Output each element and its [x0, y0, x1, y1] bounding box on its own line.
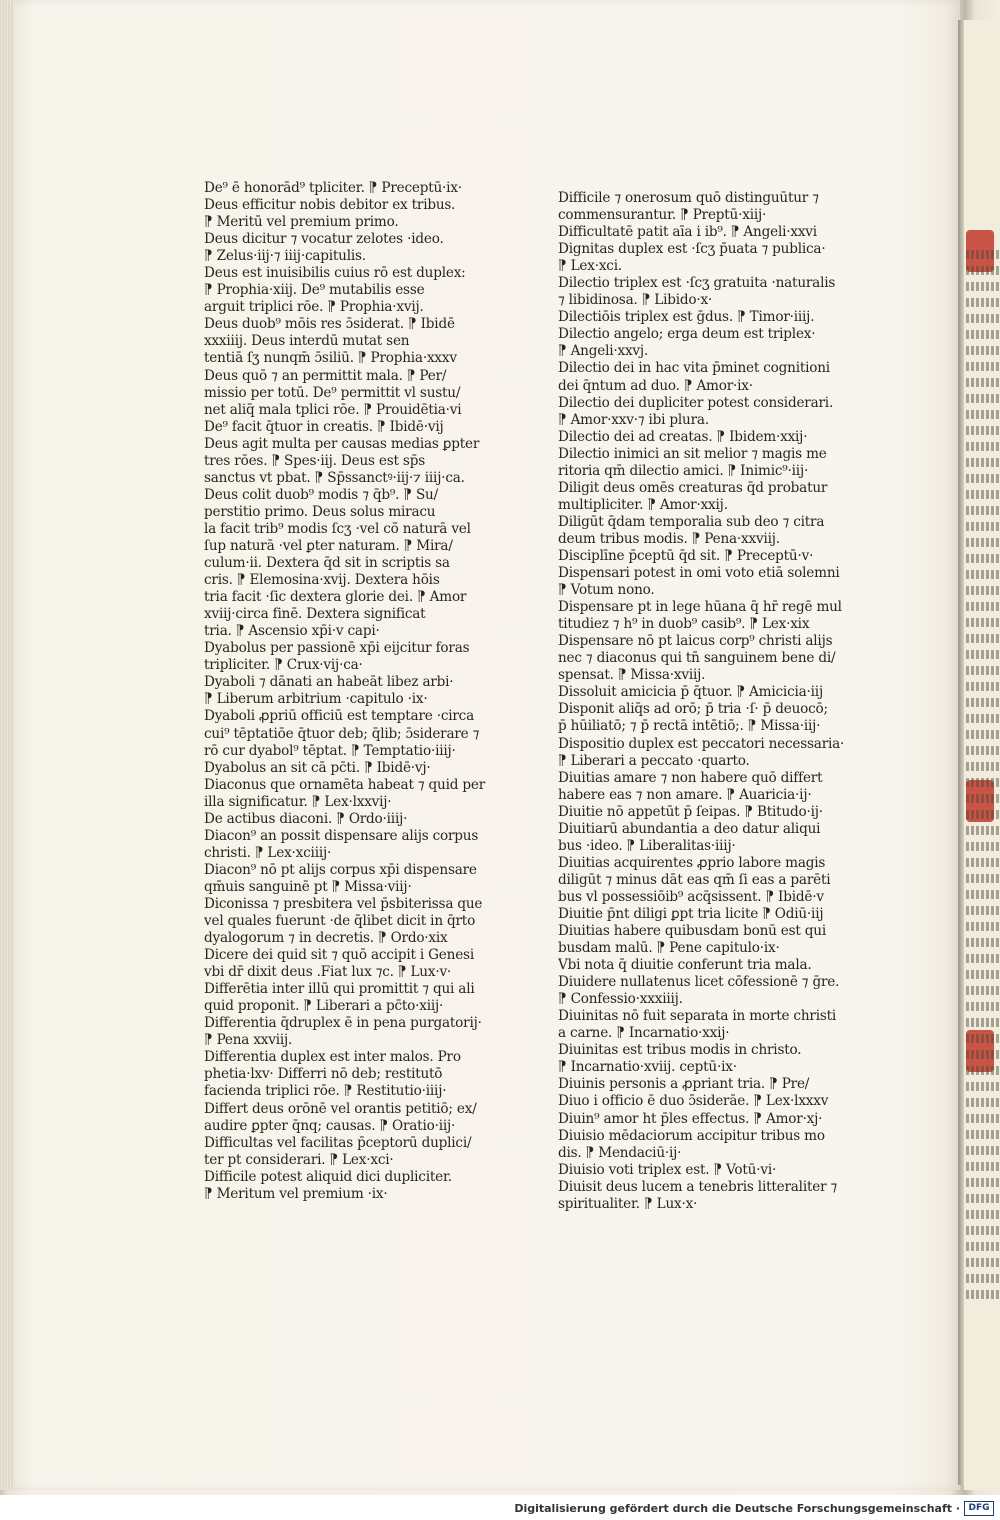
text-line: ⁋ Confessio·xxxiiij.: [558, 991, 683, 1008]
text-line: De actibus diaconi. ⁋ Ordo·iiij·: [204, 810, 408, 827]
text-line: spensat. ⁋ Missa·xviij.: [558, 667, 706, 684]
text-line: p̄ hūiliatō; ⁊ p̄ rectā intētiō;. ⁋ Missa·iij·: [558, 718, 821, 735]
adjacent-page-line: [966, 1114, 1000, 1123]
text-line: Deus est inuisibilis cuius rō est duplex:: [204, 265, 466, 282]
text-line: Differētia inter illū qui promittit ⁊ qui ali: [204, 981, 475, 998]
text-line: ritoria qm̄ dilectio amici. ⁋ Inimic⁹·iij·: [558, 462, 809, 479]
text-line: Dilectio inimici an sit melior ⁊ magis me: [558, 445, 827, 462]
adjacent-page-line: [966, 1274, 1000, 1283]
adjacent-page-line: [966, 346, 1000, 355]
text-line: ⁋ Zelus·iij·⁊ iiij·capitulis.: [204, 248, 366, 265]
text-line: bus vl̄ possessiōib⁹ acq̄sissent. ⁋ Ibidē·v: [558, 888, 824, 905]
text-line: Diacon⁹ nō pt̄ alijs corpus xp̄i dispensare: [204, 861, 477, 878]
text-line: Dilectio triplex est ·ſcʒ gratuita ·naturalis: [558, 275, 836, 292]
text-line: titudiez ⁊ h⁹ in duob⁹ casib⁹. ⁋ Lex·xix: [558, 616, 810, 633]
text-line: phetia·lxv· Differri nō deb; restitutō: [204, 1066, 443, 1083]
adjacent-page-line: [966, 714, 1000, 723]
text-line: Dispensari potest in omi voto etiā solemni: [558, 565, 840, 582]
text-line: Diuitias amare ⁊ non habere quō differt: [558, 769, 823, 786]
adjacent-page-line: [966, 330, 1000, 339]
text-line: cris. ⁋ Elemosina·xvij. Dextera hōis: [204, 572, 440, 589]
text-line: Diuitie nō appetūt̄ p̄ ſeipas. ⁋ Btitudo·ij·: [558, 803, 823, 820]
text-line: dis. ⁋ Mendaciū·ij·: [558, 1144, 682, 1161]
adjacent-page-line: [966, 394, 1000, 403]
adjacent-page-line: [966, 730, 1000, 739]
text-line: Diuitie p̄nt diligi ꝑpt tria licite ⁋ Odiū·iij: [558, 905, 824, 922]
text-line: Deus efficitur nobis debitor ex tribus.: [204, 197, 456, 214]
adjacent-page-line: [966, 362, 1000, 371]
text-line: Dilectio dei in hac vita p̄minet cognitioni: [558, 360, 830, 377]
right-text-column: [558, 190, 870, 1213]
adjacent-page-line: [966, 922, 1000, 931]
text-line: Deus dicitur ⁊ vocatur zelotes ·ideo.: [204, 231, 444, 248]
text-line: Diuinitas est tribus modis in christo.: [558, 1042, 802, 1059]
text-line: Deus duob⁹ mōis res ɔ̄siderat. ⁋ Ibidē: [204, 316, 455, 333]
adjacent-page-line: [966, 810, 1000, 819]
adjacent-page-line: [966, 954, 1000, 963]
adjacent-page-line: [966, 986, 1000, 995]
adjacent-page-line: [966, 1018, 1000, 1027]
text-line: Dyabolus per passionē xp̄i eijcitur foras: [204, 640, 470, 657]
adjacent-page-line: [966, 682, 1000, 691]
adjacent-page-line: [966, 1194, 1000, 1203]
adjacent-page-line: [966, 906, 1000, 915]
adjacent-page-line: [966, 1130, 1000, 1139]
dfg-logo: DFG: [964, 1501, 994, 1516]
page-edges: [0, 0, 14, 1490]
text-line: busdam malū. ⁋ Pene capitulo·ix·: [558, 940, 780, 957]
text-line: ⁋ Votum nono.: [558, 582, 655, 599]
text-line: Dyaboli ⁊ dānati an habeāt libez arbi·: [204, 674, 454, 691]
adjacent-page-line: [966, 474, 1000, 483]
text-line: ⁋ Meritū vel premium primo.: [204, 214, 399, 231]
text-line: dei q̄ntum ad duo. ⁋ Amor·ix·: [558, 377, 753, 394]
text-line: missio per totū. De⁹ permittit vl̄ sustu/: [204, 384, 461, 401]
text-line: Difficile potest aliquid dici dupliciter.: [204, 1168, 452, 1185]
text-line: Diuo i officio ē duo ɔ̄siderāe. ⁋ Lex·lxxxv: [558, 1093, 829, 1110]
adjacent-page-line: [966, 650, 1000, 659]
adjacent-page-line: [966, 1146, 1000, 1155]
text-line: qm̄uis sanguinē pt̄ ⁋ Missa·viij·: [204, 878, 412, 895]
text-line: tria facit ·ſic dextera glorie dei. ⁋ Amor: [204, 589, 467, 606]
text-line: De⁹ ē honorād⁹ t̄pliciter. ⁋ Preceptū·ix·: [204, 180, 462, 196]
text-line: habere eas ⁊ non amare. ⁋ Auaricia·ij·: [558, 786, 812, 803]
text-line: Diuitias acquirentes ꝓprio labore magis: [558, 854, 826, 871]
adjacent-page-line: [966, 426, 1000, 435]
text-line: Dignitas duplex est ·ſcʒ p̄uata ⁊ publica·: [558, 241, 826, 258]
text-line: ⁋ Incarnatio·xviij. ceptū·ix·: [558, 1059, 737, 1076]
text-line: Dissoluit amicicia p̄ q̄tuor. ⁋ Amicicia·iij: [558, 684, 823, 701]
text-line: Deus colit̄ duob⁹ modis ⁊ q̄b⁹. ⁋ Su/: [204, 486, 438, 503]
adjacent-page-line: [966, 1002, 1000, 1011]
text-line: Dilectiōis triplex est ḡdus. ⁋ Timor·iiij.: [558, 309, 815, 326]
adjacent-page-line: [966, 874, 1000, 883]
adjacent-page-line: [966, 826, 1000, 835]
text-line: culum·ii. Dextera q̄d sit in scriptis sa: [204, 555, 450, 572]
left-text-column: [204, 180, 500, 1203]
text-line: ⁊ libidinosa. ⁋ Libido·x·: [558, 292, 713, 309]
adjacent-page-line: [966, 378, 1000, 387]
adjacent-page-line: [966, 314, 1000, 323]
adjacent-page-line: [966, 602, 1000, 611]
adjacent-page-line: [966, 890, 1000, 899]
text-line: Diuitiarū abundantia a deo datur aliqui: [558, 820, 821, 837]
footer-bar: [0, 1495, 1000, 1520]
text-line: quid proponit. ⁋ Liberari a pc̄to·xiij·: [204, 998, 444, 1015]
text-line: De⁹ facit q̄tuor in creatis. ⁋ Ibidē·vij: [204, 418, 444, 435]
text-line: Difficultatē patit̄ aīa i ib⁹. ⁋ Angeli·xxvi: [558, 224, 817, 241]
adjacent-page-line: [966, 538, 1000, 547]
text-line: Diconissa ⁊ presbitera vel p̄sbiterissa que: [204, 895, 483, 912]
adjacent-page-line: [966, 554, 1000, 563]
adjacent-page-line: [966, 410, 1000, 419]
text-line: sanctus vt pbat̄. ⁋ Sp̄ssanctꝰ·iij·⁊ iiij·ca.: [204, 469, 465, 486]
text-line: Dilectio dei dupliciter potest considerari.: [558, 394, 834, 411]
text-line: ⁋ Prophia·xiij. De⁹ mutabilis esse: [204, 282, 425, 299]
text-line: Differentia duplex est inter malos. Pro: [204, 1049, 461, 1066]
adjacent-page-line: [966, 1290, 1000, 1299]
adjacent-page-line: [966, 506, 1000, 515]
text-line: ⁋ Angeli·xxvj.: [558, 343, 649, 360]
text-line: Diuisit deus lucem a tenebris litteraliter ⁊: [558, 1178, 838, 1195]
text-line: a carne. ⁋ Incarnatio·xxij·: [558, 1025, 730, 1042]
text-line: Diuinis personis a ꝓpriant̄ tria. ⁋ Pre/: [558, 1076, 810, 1093]
text-line: Difficile ⁊ onerosum quō distinguūtur ⁊: [558, 190, 819, 206]
adjacent-page-line: [966, 666, 1000, 675]
adjacent-page-line: [966, 1066, 1000, 1075]
adjacent-page-line: [966, 794, 1000, 803]
text-line: net aliq̄ mala t̄plici rōe. ⁋ Prouidētia·vi: [204, 401, 462, 418]
adjacent-page-line: [966, 490, 1000, 499]
adjacent-page-line: [966, 1242, 1000, 1251]
text-line: Difficultas vel facilitas p̄ceptorū duplici/: [204, 1134, 472, 1151]
text-line: ter pt̄ considerari. ⁋ Lex·xci·: [204, 1151, 394, 1168]
text-line: Diuidere nullatenus licet cōfessionē ⁊ ḡre.: [558, 974, 840, 991]
adjacent-page-line: [966, 762, 1000, 771]
adjacent-page-line: [966, 842, 1000, 851]
adjacent-page-line: [966, 1258, 1000, 1267]
adjacent-page-line: [966, 698, 1000, 707]
text-line: dyalogorum ⁊ in decretis. ⁋ Ordo·xix: [204, 930, 448, 947]
adjacent-page-line: [966, 1034, 1000, 1043]
text-line: Diuinitas nō fuit separata in morte christi: [558, 1008, 837, 1025]
text-line: nec ⁊ diaconus qui tn̄ sanguinem bene di/: [558, 650, 836, 667]
text-line: Differt deus orōnē vel orantis petitiō; ex/: [204, 1100, 477, 1117]
text-line: vbi dr̄ dixit deus .Fiat lux ⁊c. ⁋ Lux·v·: [204, 964, 452, 981]
text-line: Dispensare pt̄ in lege hūana q̄ hr̄ regē mul: [558, 599, 842, 616]
adjacent-page-line: [966, 1210, 1000, 1219]
text-line: Diuitias habere quibusdam bonū est qui: [558, 923, 827, 940]
text-line: Deus agit multa per causas medias ꝑpter: [204, 435, 480, 452]
text-line: Diacon⁹ an possit dispensare alijs corpus: [204, 827, 479, 844]
text-line: ⁋ Liberum arbitrium ·capitulo ·ix·: [204, 691, 428, 708]
adjacent-page-line: [966, 266, 1000, 275]
adjacent-page-line: [966, 1226, 1000, 1235]
text-line: multipliciter. ⁋ Amor·xxij.: [558, 496, 728, 513]
text-line: Deus quō ⁊ an permittit mala. ⁋ Per/: [204, 367, 447, 384]
text-line: Dispositio duplex est peccatori necessaria·: [558, 735, 845, 752]
text-line: Dilectio angelo; erga deum est triplex·: [558, 326, 816, 343]
text-line: perstitio primo. Deus solus miracu: [204, 503, 436, 520]
footer-credit: Digitalisierung gefördert durch die Deutsche Forschungsgemeinschaft ·: [514, 1502, 960, 1515]
text-line: Vbi nota q̄ diuitie conferunt tria mala.: [558, 957, 812, 974]
text-line: christi. ⁋ Lex·xciiij·: [204, 844, 332, 861]
text-line: spiritualiter. ⁋ Lux·x·: [558, 1195, 698, 1212]
text-line: bus ·ideo. ⁋ Liberalitas·iiij·: [558, 837, 736, 854]
adjacent-page-line: [966, 970, 1000, 979]
text-line: diligūt ⁊ minus dāt eas qm̄ ſi eas a parēti: [558, 871, 831, 888]
adjacent-page-line: [966, 298, 1000, 307]
text-line: tripliciter. ⁋ Crux·vij·ca·: [204, 657, 363, 674]
text-line: facienda triplici rōe. ⁋ Restitutio·iiij·: [204, 1083, 447, 1100]
text-line: xxxiiij. Deus interdū mutat sen: [204, 333, 410, 350]
text-line: Diuisio voti triplex est. ⁋ Votū·vi·: [558, 1161, 777, 1178]
adjacent-page-line: [966, 1178, 1000, 1187]
text-line: tentiā ſʒ nunqm̄ ɔ̄siliū. ⁋ Prophia·xxxv: [204, 350, 457, 367]
text-line: illa significatur. ⁋ Lex·lxxvij·: [204, 793, 392, 810]
text-line: ⁋ Amor·xxv·⁊ ibi plura.: [558, 411, 709, 428]
adjacent-page-line: [966, 858, 1000, 867]
adjacent-page-line: [966, 586, 1000, 595]
adjacent-page-line: [966, 250, 1000, 259]
text-line: Dilectio dei ad creatas. ⁋ Ibidem·xxij·: [558, 428, 808, 445]
text-line: commensurantur. ⁋ Preptū·xiij·: [558, 207, 767, 224]
adjacent-page-line: [966, 778, 1000, 787]
text-line: deum tribus modis. ⁋ Pena·xxviij.: [558, 530, 780, 547]
text-line: Dyaboli ꝓpriū officiū est temptare ·circa: [204, 708, 475, 725]
text-line: Disponit̄ aliq̄s ad orō; p̄ tria ·ſ· p̄ deuocō;: [558, 701, 828, 718]
text-line: Disciplīne p̄ceptū q̄d sit. ⁋ Preceptū·v·: [558, 547, 814, 564]
adjacent-page-line: [966, 282, 1000, 291]
text-line: tres rōes. ⁋ Spes·iij. Deus est sp̄s: [204, 452, 425, 469]
text-line: ⁋ Pena xxviij.: [204, 1032, 293, 1049]
adjacent-page-line: [966, 1050, 1000, 1059]
text-line: vel quales fuerunt ·de q̄libet dicit̄ in q̄rto: [204, 913, 476, 930]
text-line: Diaconus que ornamēta habeat ⁊ quid per: [204, 776, 485, 793]
text-line: la facit trib⁹ modis ſcʒ ·vel cō̄ naturā vel: [204, 520, 471, 537]
text-line: cui⁹ tēptatiōe q̄tuor deb; q̄lib; ɔ̄siderare ⁊: [204, 725, 480, 742]
adjacent-page-line: [966, 1082, 1000, 1091]
text-line: xviij·circa finē. Dextera significat: [204, 606, 426, 623]
text-line: ⁋ Lex·xci.: [558, 258, 622, 275]
text-line: ⁋ Liberari a peccato ·quarto.: [558, 752, 750, 769]
text-line: arguit̄ triplici rōe. ⁋ Prophia·xvij.: [204, 299, 424, 316]
adjacent-page: [964, 20, 1000, 1490]
text-line: ſup naturā ·vel ꝑter naturam. ⁋ Mira/: [204, 537, 453, 554]
adjacent-page-line: [966, 522, 1000, 531]
adjacent-page-line: [966, 458, 1000, 467]
adjacent-page-line: [966, 938, 1000, 947]
text-line: Diuisio mēdaciorum accipitur tribus mo: [558, 1127, 825, 1144]
text-line: Diligit deus omēs creaturas q̄d probatur: [558, 479, 828, 496]
text-line: Dicere dei quid sit ⁊ quō accipit̄ i Genesi: [204, 947, 474, 964]
text-line: Dyabolus an sit cā pc̄ti. ⁋ Ibidē·vj·: [204, 759, 431, 776]
text-line: audire ꝑpter q̄nq; causas. ⁋ Oratio·iij·: [204, 1117, 456, 1134]
text-line: Differentia q̄druplex ē in pena purgatorij·: [204, 1015, 482, 1032]
adjacent-page-line: [966, 570, 1000, 579]
text-line: rō cur dyabol⁹ tēptat. ⁋ Temptatio·iiij·: [204, 742, 456, 759]
adjacent-page-line: [966, 1098, 1000, 1107]
text-line: Diligūt q̄dam temporalia sub deo ⁊ citra: [558, 513, 825, 530]
adjacent-page-line: [966, 634, 1000, 643]
adjacent-page-line: [966, 1162, 1000, 1171]
text-line: Dispensare nō pt̄ laicus corp⁹ christi alijs: [558, 633, 833, 650]
text-line: Diuin⁹ amor h̄t p̄les effectus. ⁋ Amor·xj·: [558, 1110, 823, 1127]
adjacent-page-line: [966, 618, 1000, 627]
adjacent-page-line: [966, 442, 1000, 451]
text-line: tria. ⁋ Ascensio xp̄i·v capi·: [204, 623, 380, 640]
text-line: ⁋ Meritum vel premium ·ix·: [204, 1185, 388, 1202]
adjacent-page-line: [966, 746, 1000, 755]
